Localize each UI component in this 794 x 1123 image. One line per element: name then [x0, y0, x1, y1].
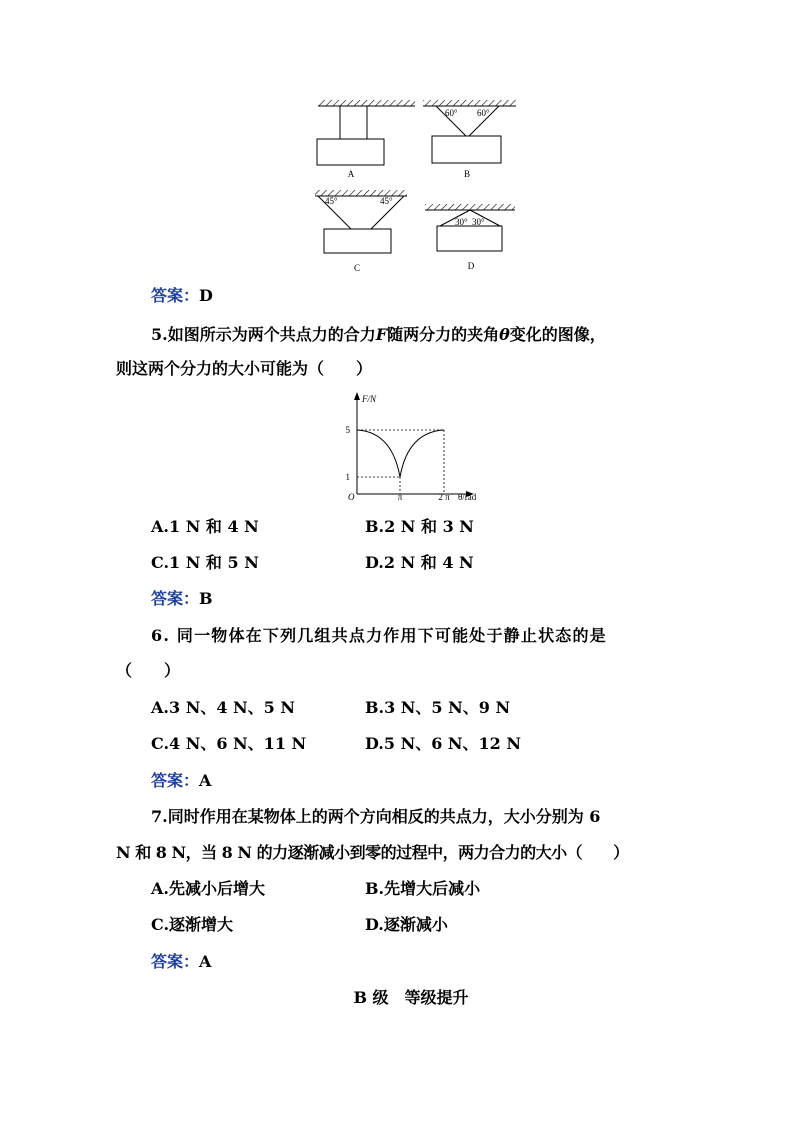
- graph-y-label: F/N: [362, 394, 377, 404]
- diagram-b-label: B: [463, 169, 471, 179]
- q5-text-a: 5.如图所示为两个共点力的合力: [151, 325, 376, 344]
- q7-option-b[interactable]: B.先增大后减小: [365, 879, 481, 898]
- q5-option-a[interactable]: A.1 N 和 4 N: [151, 517, 259, 536]
- diagram-b-angle-right: 60°: [477, 108, 490, 118]
- diagram-d-label: D: [467, 261, 475, 271]
- q5-answer-value: B: [199, 589, 213, 608]
- q5-option-b[interactable]: B.2 N 和 3 N: [365, 517, 474, 536]
- diagram-b-angle-left: 60°: [445, 108, 458, 118]
- q7-option-c[interactable]: C.逐渐增大: [151, 915, 234, 934]
- force-angle-graph: [0, 0, 794, 520]
- answer-label: 答案：: [151, 286, 200, 305]
- q6-answer-line: 答案：A: [151, 771, 212, 790]
- diagram-c-angle-right: 45°: [380, 196, 393, 206]
- q6-line-2: （ ）: [116, 661, 181, 680]
- q6-option-b[interactable]: B.3 N、5 N、9 N: [365, 698, 511, 717]
- section-heading: B 级 等级提升: [353, 988, 469, 1007]
- q5-answer-line: 答案：B: [151, 589, 213, 608]
- graph-tick-5: 5: [345, 425, 350, 435]
- q5-option-c[interactable]: C.1 N 和 5 N: [151, 553, 259, 572]
- graph-tick-2pi: 2 π: [438, 492, 450, 502]
- q7-answer-line: 答案：A: [151, 952, 212, 971]
- q6-line-1: 6. 同一物体在下列几组共点力作用下可能处于静止状态的是: [151, 626, 607, 645]
- q5-var-theta: θ: [499, 325, 510, 344]
- q6-option-c[interactable]: C.4 N、6 N、11 N: [151, 734, 307, 753]
- q5-text-c: 变化的图像，: [509, 325, 606, 344]
- diagram-d-angle-right: 30°: [472, 217, 485, 227]
- diagram-c-angle-left: 45°: [325, 196, 338, 206]
- diagram-a-label: A: [347, 169, 355, 179]
- q5-option-d[interactable]: D.2 N 和 4 N: [365, 553, 474, 572]
- q6-answer-value: A: [199, 771, 212, 790]
- q7-answer-value: A: [199, 952, 212, 971]
- diagram-c-label: C: [353, 263, 361, 273]
- graph-origin: O: [348, 492, 355, 502]
- q5-var-f: F: [375, 325, 388, 344]
- q6-option-a[interactable]: A.3 N、4 N、5 N: [151, 698, 295, 717]
- q7-line-1: 7.同时作用在某物体上的两个方向相反的共点力，大小分别为 6: [151, 807, 601, 826]
- q7-option-d[interactable]: D.逐渐减小: [365, 915, 448, 934]
- diagram-d-angle-left: 30°: [455, 217, 468, 227]
- q7-option-a[interactable]: A.先减小后增大: [151, 879, 265, 898]
- graph-curve: [357, 430, 444, 477]
- q5-line-2: 则这两个分力的大小可能为（ ）: [116, 359, 373, 378]
- q6-option-d[interactable]: D.5 N、6 N、12 N: [365, 734, 521, 753]
- q5-text-b: 随两分力的夹角: [387, 325, 500, 344]
- graph-tick-pi: π: [397, 492, 403, 502]
- graph-x-label: θ/rad: [458, 492, 477, 502]
- q7-line-2: N 和 8 N，当 8 N 的力逐渐减小到零的过程中，两力合力的大小（ ）: [116, 843, 629, 862]
- q4-answer-value: D: [199, 286, 213, 305]
- graph-tick-1: 1: [345, 472, 350, 482]
